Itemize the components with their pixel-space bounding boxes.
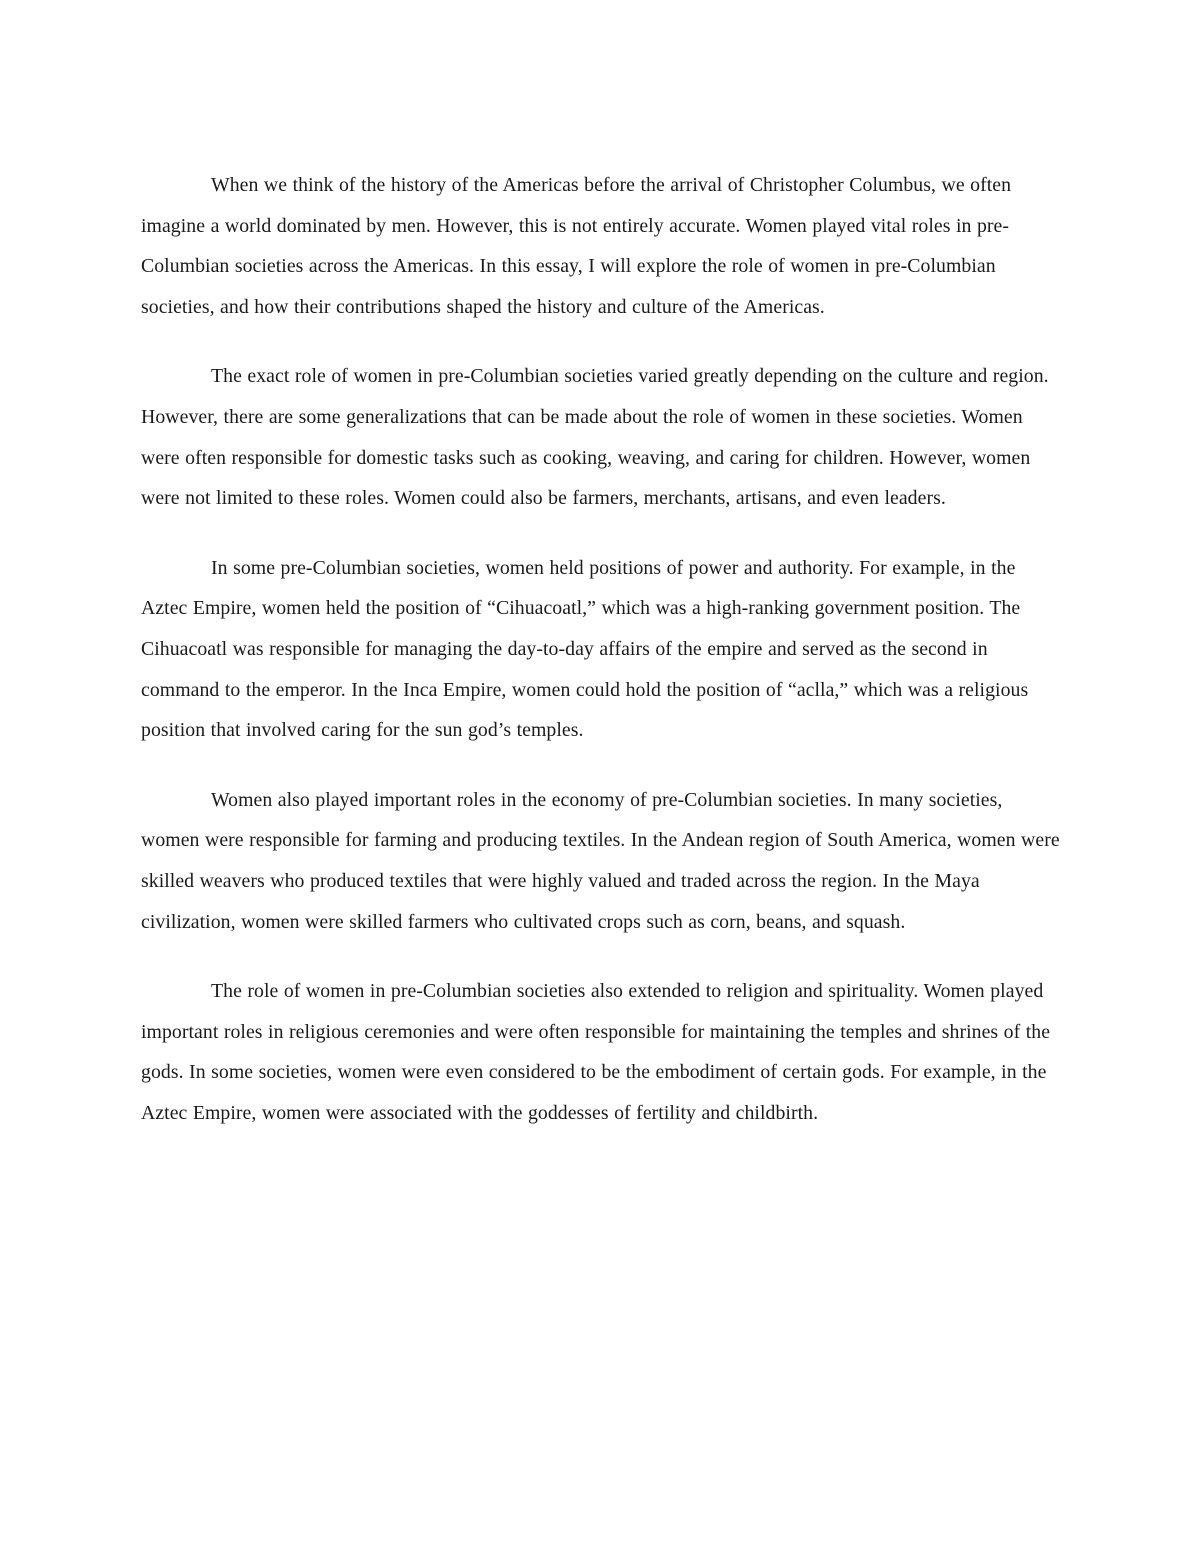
document-body bbox=[141, 165, 1061, 1162]
paragraph-intro: When we think of the history of the Americas before the arrival of Christopher Columbus, we often imagine a world dominated by men. However, this is not entirely accurate. Women played vital roles in pre-Columbian societies across the Americas. In this essay, I will explore the role of women in pre-Columbian societies, and how their contributions shaped the history and culture of the Americas. bbox=[141, 174, 1012, 318]
paragraph-power: In some pre-Columbian societies, women held positions of power and authority. For example, in the Aztec Empire, women held the position of “Cihuacoatl,” which was a high-ranking government position. The Cihuacoatl was responsible for managing the day-to-day affairs of the empire and served as the second in command to the emperor. In the Inca Empire, women could hold the position of “aclla,” which was a religious position that involved caring for the sun god’s temples. bbox=[141, 556, 1029, 742]
paragraph-roles: The exact role of women in pre-Columbian societies varied greatly depending on the culture and region. However, there are some generalizations that can be made about the role of women in these societies. Women were often responsible for domestic tasks such as cooking, weaving, and caring for children. However, women were not limited to these roles. Women could also be farmers, merchants, artisans, and even leaders. bbox=[141, 365, 1049, 510]
paragraph-economy: Women also played important roles in the economy of pre-Columbian societies. In many societies, women were responsible for farming and producing textiles. In the Andean region of South America, women were skilled weavers who produced textiles that were highly valued and traded across the region. In the Maya civilization, women were skilled farmers who cultivated crops such as corn, beans, and squash. bbox=[141, 788, 1060, 933]
paragraph-religion: The role of women in pre-Columbian societies also extended to religion and spirituality. Women played important roles in religious ceremonies and were often responsible for maintaining the temples and shrines of the gods. In some societies, women were even considered to be the embodiment of certain gods. For example, in the Aztec Empire, women were associated with the goddesses of fertility and childbirth. bbox=[141, 980, 1051, 1124]
